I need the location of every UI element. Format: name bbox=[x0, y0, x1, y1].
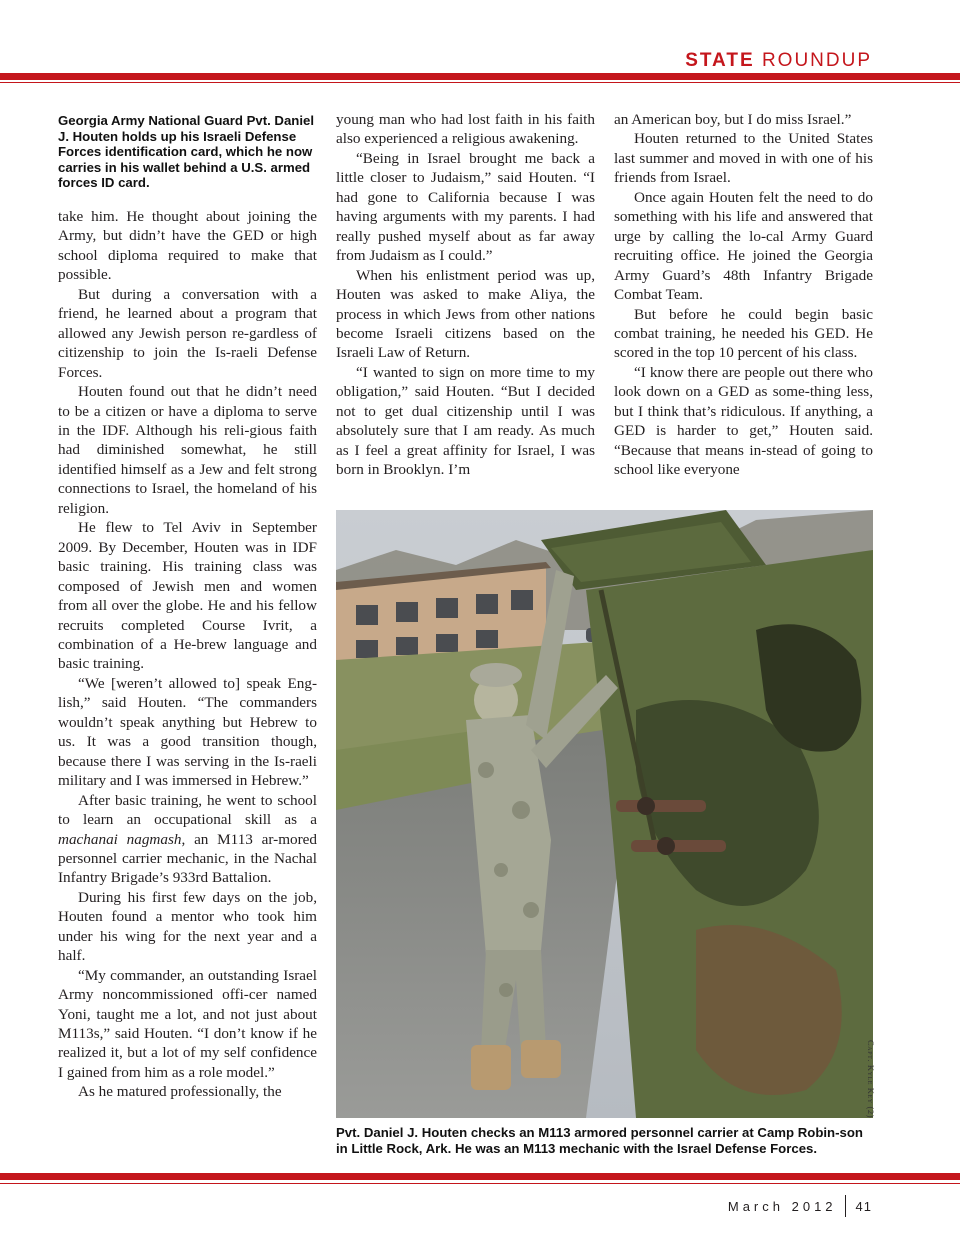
paragraph: young man who had lost faith in his faith also experienced a religious awakening. bbox=[336, 111, 595, 148]
paragraph: As he matured professionally, the bbox=[78, 1083, 282, 1101]
footer-rule bbox=[0, 1173, 960, 1180]
paragraph: He flew to Tel Aviv in September 2009. By December, Houten was in IDF basic training. His training class was composed of Jewish men and women from all over the globe. He and his fellow recruits completed Course Ivrit, a combination of a He-brew language and basic training. bbox=[58, 519, 317, 673]
paragraph-text: After basic training, he went to school to learn an occupational skill as a bbox=[58, 791, 317, 829]
photo-credit: Capt. Kyle Key (2) bbox=[866, 1040, 876, 1119]
paragraph: Houten returned to the United States last summer and moved in with one of his friends from Israel. bbox=[614, 130, 873, 187]
soldier-m113-photo bbox=[336, 510, 873, 1118]
section-header-rest: ROUNDUP bbox=[761, 50, 872, 71]
article-column-1 bbox=[58, 207, 317, 1102]
page-number: 41 bbox=[855, 1198, 872, 1214]
paragraph: When his enlistment period was up, Houten was asked to make Aliya, the process in which Jews from other nations become Israeli citizens based on the Israeli Law of Return. bbox=[336, 266, 595, 362]
paragraph: During his first few days on the job, Houten found a mentor who took him under his wing for the next year and a half. bbox=[58, 888, 317, 965]
hebrew-term: machanai nagmash bbox=[58, 830, 182, 848]
header-rule bbox=[0, 73, 960, 80]
photo-illustration bbox=[336, 510, 873, 1118]
paragraph: Houten found out that he didn’t need to be a citizen or have a diploma to serve in the IDF. Although his reli-gious faith had diminished somewhat, he still identified himself as a Jew and felt strong connections to Israel, the homeland of his religion. bbox=[58, 383, 317, 517]
paragraph: an American boy, but I do miss Israel.” bbox=[614, 111, 852, 128]
m113-photo-caption: Pvt. Daniel J. Houten checks an M113 armored personnel carrier at Camp Robin-son in Little Rock, Ark. He was an M113 mechanic with the Israel Defense Forces. bbox=[336, 1125, 863, 1156]
article-column-3 bbox=[614, 110, 873, 480]
issue-date: March 2012 bbox=[727, 1198, 837, 1214]
paragraph: “We [weren’t allowed to] speak Eng-lish,” said Houten. “The commanders wouldn’t speak anything but Hebrew to us. It was a good transition though, because there I was serving in the Is-raeli military and I was immersed in Hebrew.” bbox=[58, 674, 317, 790]
paragraph: Once again Houten felt the need to do something with his life and answered that urge by calling the lo-cal Army Guard recruiting office. He joined the Georgia Army Guard’s 48th Infantry Brigade Combat Team. bbox=[614, 188, 873, 304]
section-header-strong: STATE bbox=[685, 50, 755, 71]
section-header bbox=[685, 50, 872, 72]
paragraph: But during a conversation with a friend, he learned about a program that allowed any Jewish person re-gardless of citizenship to join the Is-raeli Defense Forces. bbox=[58, 285, 317, 381]
paragraph-text: , an M113 ar-mored personnel carrier mechanic, in the Nachal Infantry Brigade’s 933rd Battalion. bbox=[58, 830, 317, 887]
paragraph bbox=[58, 791, 317, 888]
header-thin-rule bbox=[0, 82, 960, 83]
paragraph: take him. He thought about joining the Army, but didn’t have the GED or high school diploma required to make that possible. bbox=[58, 208, 317, 284]
paragraph: “I know there are people out there who look down on a GED as some-thing less, but I think that’s ridiculous. If anything, a GED is harder to get,” Houten said. “Because that means in-stead of going to school like everyone bbox=[614, 363, 873, 479]
article-column-2 bbox=[336, 110, 595, 480]
paragraph: “I wanted to sign on more time to my obligation,” said Houten. “But I decided not to get dual citizenship until I was absolutely sure that I am ready. As much as I feel a great affinity for Israel, I was born in Brooklyn. I’m bbox=[336, 363, 595, 479]
page-footer bbox=[728, 1195, 872, 1217]
paragraph: “Being in Israel brought me back a little closer to Judaism,” said Houten. “I had gone to California because I was having arguments with my parents. I had really pushed myself about as far away from Judaism as I could.” bbox=[336, 149, 595, 265]
id-card-photo-caption: Georgia Army National Guard Pvt. Daniel J. Houten holds up his Israeli Defense Forces identification card, which he now carries in his wallet behind a U.S. armed forces ID card. bbox=[58, 113, 314, 190]
footer-divider bbox=[845, 1195, 846, 1217]
footer-thin-rule bbox=[0, 1183, 960, 1184]
paragraph: “My commander, an outstanding Israel Army noncommissioned offi-cer named Yoni, taught me a lot, and not just about M113s,” said Houten. “I don’t know if he realized it, but a lot of my self confidence I gained from him as a role model.” bbox=[58, 966, 317, 1081]
paragraph: But before he could begin basic combat training, he needed his GED. He scored in the top 10 percent of his class. bbox=[614, 305, 873, 362]
